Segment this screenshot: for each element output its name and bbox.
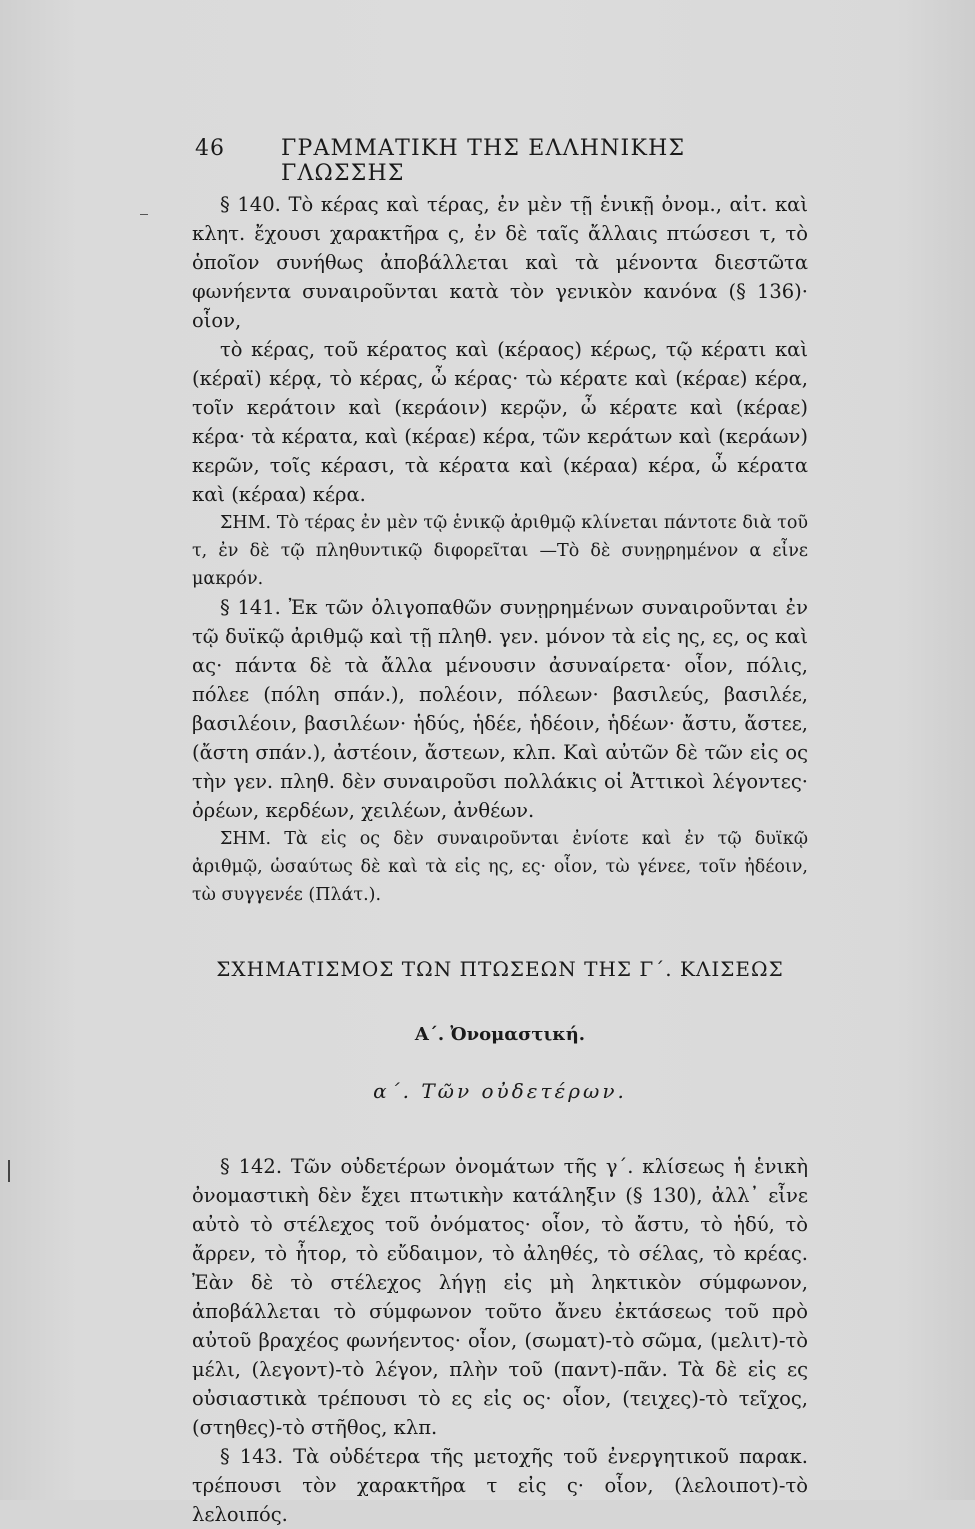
margin-dash: [140, 214, 148, 215]
subsection-title: Α΄. Ὀνομαστική.: [414, 1024, 586, 1045]
subsubsection-title: α΄. Τῶν οὐδετέρων.: [373, 1079, 627, 1103]
paragraph-140: § 140. Τὸ κέρας καὶ τέρας, ἐν μὲν τῇ ἑνικῇ ὀνομ., αἰτ. καὶ κλητ. ἔχουσι χαρακτῆρα ς, ἐν δὲ ταῖς ἄλλαις πτώσεσι τ, τὸ ὁποῖον συνήθως ἀποβάλλεται καὶ τὰ μένοντα διεστῶτα φωνήεντα συναιροῦνται κατὰ τὸν γενικὸν κανόνα (§ 136)· οἷον,: [192, 193, 808, 332]
paragraph-140-declension: τὸ κέρας, τοῦ κέρατος καὶ (κέραος) κέρως, τῷ κέρατι καὶ (κέραϊ) κέρᾳ, τὸ κέρας, ὦ κέρας· τὼ κέρατε καὶ (κέραε) κέρα, τοῖν κεράτοιν καὶ (κεράοιν) κερῷν, ὦ κέρατε καὶ (κέραε) κέρα· τὰ κέρατα, καὶ (κέραε) κέρα, τῶν κεράτων καὶ (κεράων) κερῶν, τοῖς κέρασι, τὰ κέρατα καὶ (κέραα) κέρα, ὦ κέρατα καὶ (κέραα) κέρα.: [192, 338, 808, 506]
section-title: ΣΧΗΜΑΤΙΣΜΟΣ ΤΩΝ ΠΤΩΣΕΩΝ ΤΗΣ Γ΄. ΚΛΙΣΕΩΣ: [216, 957, 784, 981]
note-140: ΣΗΜ. Τὸ τέρας ἐν μὲν τῷ ἑνικῷ ἀριθμῷ κλίνεται πάντοτε διὰ τοῦ τ, ἐν δὲ τῷ πληθυντικῷ διφορεῖται —Τὸ δὲ συνῃρημένον α εἶνε μακρόν.: [192, 513, 808, 589]
paragraph-141: § 141. Ἐκ τῶν ὀλιγοπαθῶν συνῃρημένων συναιροῦνται ἐν τῷ δυϊκῷ ἀριθμῷ καὶ τῇ πληθ. γεν. μόνον τὰ εἰς ης, ες, ος καὶ ας· πάντα δὲ τὰ ἄλλα μένουσιν ἀσυναίρετα· οἷον, πόλις, πόλεε (πόλη σπάν.), πολέοιν, πόλεων· βασιλεύς, βασιλέε, βασιλέοιν, βασιλέων· ἡδύς, ἡδέε, ἡδέοιν, ἡδέων· ἄστυ, ἄστεε, (ἄστη σπάν.), ἀστέοιν, ἄστεων, κλπ. Καὶ αὐτῶν δὲ τῶν εἰς ος τὴν γεν. πληθ. δὲν συναιροῦσι πολλάκις οἱ Ἀττικοὶ λέγοντες· ὀρέων, κερδέων, χειλέων, ἀνθέων.: [192, 596, 808, 822]
page-body: [192, 190, 808, 1529]
note-141: ΣΗΜ. Τὰ εἰς ος δὲν συναιροῦνται ἐνίοτε καὶ ἐν τῷ δυϊκῷ ἀριθμῷ, ὡσαύτως δὲ καὶ τὰ εἰς ης, ες· οἷον, τὼ γένεε, τοῖν ἠδέοιν, τὼ συγγενέε (Πλάτ.).: [192, 829, 808, 905]
paragraph-143: § 143. Τὰ οὐδέτερα τῆς μετοχῆς τοῦ ἐνεργητικοῦ παρακ. τρέπουσι τὸν χαρακτῆρα τ εἰς ς· οἷον, (λελοιποτ)-τὸ λελοιπός.: [192, 1445, 808, 1526]
paragraph-142: § 142. Τῶν οὐδετέρων ὀνομάτων τῆς γ΄. κλίσεως ἡ ἑνικὴ ὀνομαστικὴ δὲν ἔχει πτωτικὴν κατάληξιν (§ 130), ἀλλ᾽ εἶνε αὐτὸ τὸ στέλεχος τοῦ ὀνόματος· οἷον, τὸ ἄστυ, τὸ ἡδύ, τὸ ἄρρεν, τὸ ἦτορ, τὸ εὔδαιμον, τὸ ἀληθές, τὸ σέλας, τὸ κρέας. Ἐὰν δὲ τὸ στέλεχος λήγῃ εἰς μὴ ληκτικὸν σύμφωνον, ἀποβάλλεται τὸ σύμφωνον τοῦτο ἄνευ ἐκτάσεως τοῦ πρὸ αὐτοῦ βραχέος φωνήεντος· οἷον, (σωματ)-τὸ σῶμα, (μελιτ)-τὸ μέλι, (λεγοντ)-τὸ λέγον, πλὴν τοῦ (παντ)-πᾶν. Τὰ δὲ εἰς ες οὐσιαστικὰ τρέπουσι τὸ ες εἰς ος· οἷον, (τειχες)-τὸ τεῖχος, (στηθες)-τὸ στῆθος, κλπ.: [192, 1155, 808, 1439]
margin-mark: [8, 1160, 10, 1182]
running-title: ΓΡΑΜΜΑΤΙΚΗ ΤΗΣ ΕΛΛΗΝΙΚΗΣ ΓΛΩΣΣΗΣ: [281, 136, 686, 186]
page-header: [195, 130, 805, 186]
page-number: 46: [195, 136, 225, 161]
